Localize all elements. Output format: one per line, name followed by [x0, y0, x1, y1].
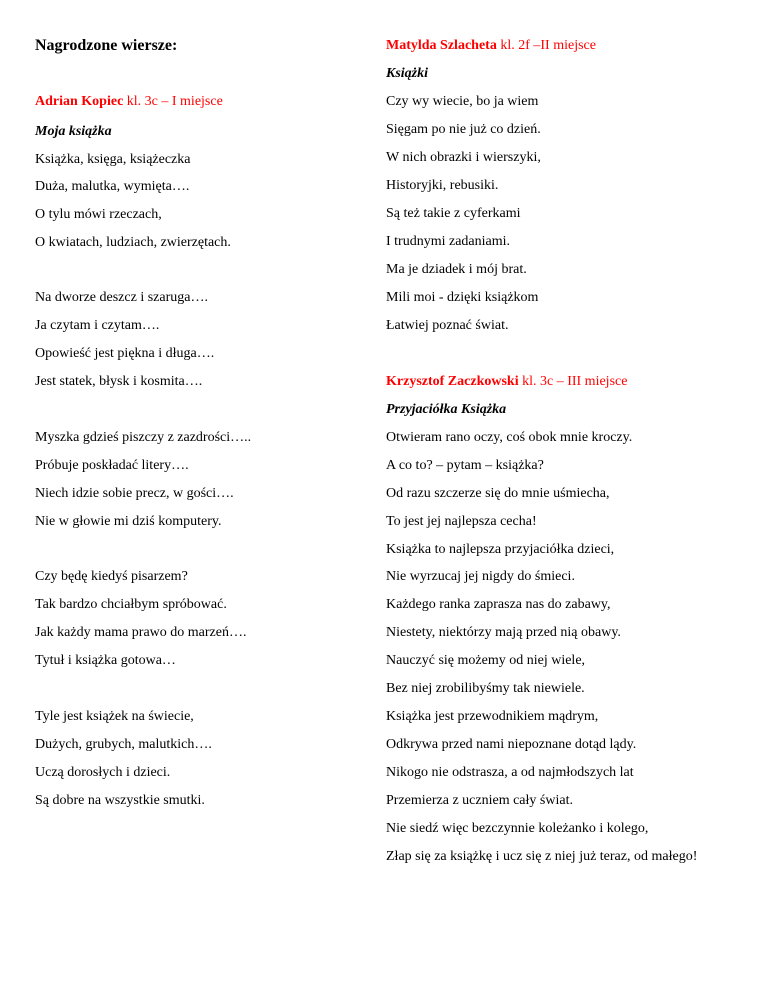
- poem-line: Opowieść jest piękna i długa….: [35, 346, 215, 361]
- poem-line: Niech idzie sobie precz, w gości….: [35, 486, 234, 501]
- poem-line: Tytuł i książka gotowa…: [35, 653, 176, 668]
- poem-line: Na dworze deszcz i szaruga….: [35, 290, 208, 305]
- poem-2-title: Książki: [386, 66, 429, 81]
- poem-2-class-place: kl. 2f –II miejsce: [496, 38, 596, 53]
- poem-line: Uczą dorosłych i dzieci.: [35, 765, 171, 780]
- poem-line: Nauczyć się możemy od niej wiele,: [386, 653, 586, 668]
- poem-line: Są też takie z cyferkami: [386, 206, 521, 221]
- poem-line: Książka jest przewodnikiem mądrym,: [386, 709, 599, 724]
- poem-line: Nie wyrzucaj jej nigdy do śmieci.: [386, 569, 575, 584]
- poem-line: I trudnymi zadaniami.: [386, 234, 511, 249]
- poem-line: Historyjki, rebusiki.: [386, 178, 499, 193]
- poem-line: Książka, księga, książeczka: [35, 152, 191, 167]
- poem-line: O kwiatach, ludziach, zwierzętach.: [35, 235, 231, 250]
- document-title: Nagrodzone wiersze:: [35, 37, 178, 54]
- poem-line: Jest statek, błysk i kosmita….: [35, 374, 203, 389]
- poem-line: Złap się za książkę i ucz się z niej już teraz, od małego!: [386, 849, 698, 864]
- poem-line: Nie w głowie mi dziś komputery.: [35, 514, 222, 529]
- poem-line: Niestety, niektórzy mają przed nią obawy.: [386, 625, 621, 640]
- poem-line: Sięgam po nie już co dzień.: [386, 122, 541, 137]
- poem-line: Ma je dziadek i mój brat.: [386, 262, 527, 277]
- poem-line: Każdego ranka zaprasza nas do zabawy,: [386, 597, 611, 612]
- poem-line: Tyle jest książek na świecie,: [35, 709, 194, 724]
- poem-3-class-place: kl. 3c – III miejsce: [518, 374, 628, 389]
- poem-line: Odkrywa przed nami niepoznane dotąd lądy.: [386, 737, 637, 752]
- poem-line: Myszka gdzieś piszczy z zazdrości…..: [35, 430, 252, 445]
- poem-1-class-place: kl. 3c – I miejsce: [123, 94, 223, 109]
- poem-line: Dużych, grubych, malutkich….: [35, 737, 212, 752]
- poem-1-title: Moja książka: [35, 124, 112, 139]
- poem-line: Bez niej zrobilibyśmy tak niewiele.: [386, 681, 585, 696]
- poem-line: Tak bardzo chciałbym spróbować.: [35, 597, 227, 612]
- poem-line: Czy będę kiedyś pisarzem?: [35, 569, 188, 584]
- poem-line: Łatwiej poznać świat.: [386, 318, 509, 333]
- poem-line: Jak każdy mama prawo do marzeń….: [35, 625, 247, 640]
- poem-line: Mili moi - dzięki książkom: [386, 290, 539, 305]
- poem-line: Są dobre na wszystkie smutki.: [35, 793, 205, 808]
- poem-line: Nie siedź więc bezczynnie koleżanko i kolego,: [386, 821, 649, 836]
- poem-3-author: Krzysztof Zaczkowski: [386, 374, 519, 389]
- poem-line: Ja czytam i czytam….: [35, 318, 160, 333]
- poem-line: To jest jej najlepsza cecha!: [386, 514, 537, 529]
- poem-line: Książka to najlepsza przyjaciółka dzieci,: [386, 542, 615, 557]
- poem-line: Nikogo nie odstrasza, a od najmłodszych lat: [386, 765, 634, 780]
- poem-line: A co to? – pytam – książka?: [386, 458, 544, 473]
- poem-line: W nich obrazki i wierszyki,: [386, 150, 541, 165]
- poem-line: Przemierza z uczniem cały świat.: [386, 793, 573, 808]
- poem-line: Otwieram rano oczy, coś obok mnie kroczy.: [386, 430, 633, 445]
- poem-line: Czy wy wiecie, bo ja wiem: [386, 94, 539, 109]
- poem-2-author: Matylda Szlacheta: [386, 38, 497, 53]
- poem-3-title: Przyjaciółka Książka: [386, 402, 507, 417]
- poem-line: O tylu mówi rzeczach,: [35, 207, 162, 222]
- poem-2-heading: [386, 37, 706, 54]
- poem-1-author: Adrian Kopiec: [35, 94, 124, 109]
- poem-1-heading: [35, 93, 223, 110]
- poem-line: Od razu szczerze się do mnie uśmiecha,: [386, 486, 610, 501]
- poem-line: Duża, malutka, wymięta….: [35, 179, 190, 194]
- poem-3-heading: [386, 373, 706, 390]
- poem-line: Próbuje poskładać litery….: [35, 458, 189, 473]
